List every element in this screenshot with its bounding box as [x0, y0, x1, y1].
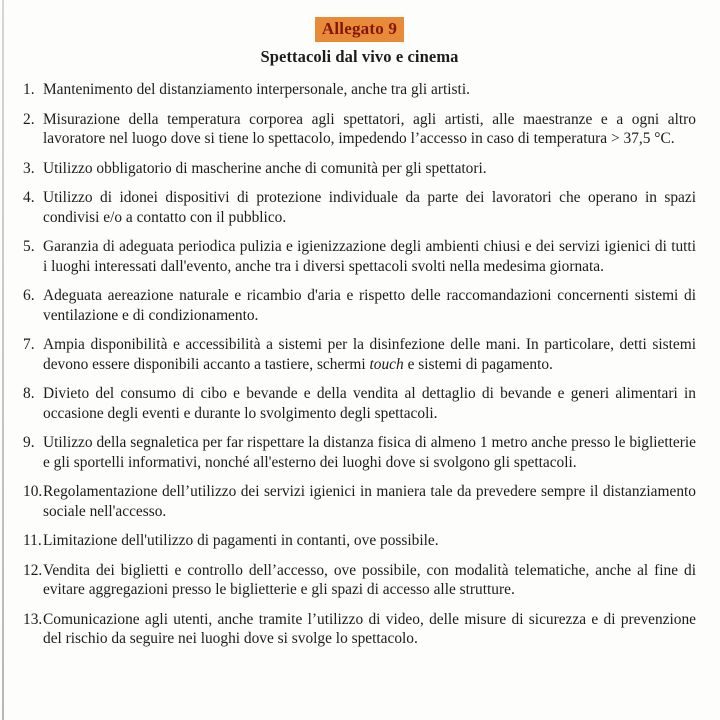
attachment-tag-highlight: Allegato 9 — [315, 17, 404, 42]
list-item-text: Utilizzo obbligatorio di mascherine anche di comunità per gli spettatori. — [43, 159, 487, 177]
list-item-text: Regolamentazione dell’utilizzo dei servizi igienici in maniera tale da prevedere sempre il distanziamento sociale nell'accesso. — [43, 483, 696, 520]
list-item — [23, 188, 696, 227]
list-item-text: Vendita dei biglietti e controllo dell’accesso, ove possibile, con modalità telematiche, anche al fine di evitare aggregazioni presso le biglietterie e gli spazi di accesso alle strutture. — [43, 561, 696, 598]
list-item-text: Ampia disponibilità e accessibilità a sistemi per la disinfezione delle mani. In particolare, detti sistemi devono essere disponibili accanto a tastiere, schermi touch e sistemi di pagamento. — [43, 336, 696, 373]
list-item — [23, 286, 696, 325]
list-item-number: 5. — [23, 238, 35, 255]
list-item-number: 7. — [23, 336, 35, 353]
document-title: Spettacoli dal vivo e cinema — [260, 47, 459, 66]
list-item-text: Utilizzo di idonei dispositivi di protezione individuale da parte dei lavoratori che operano in spazi condivisi e/o a contatto con il pubblico. — [43, 189, 696, 226]
list-item — [23, 110, 696, 149]
list-item-number: 2. — [23, 110, 35, 128]
list-item — [23, 335, 696, 374]
list-item-number: 13. — [23, 610, 43, 628]
list-item — [23, 531, 696, 551]
list-item-number: 8. — [23, 385, 35, 402]
list-item-text: Garanzia di adeguata periodica pulizia e igienizzazione degli ambienti chiusi e dei servizi igienici di tutti i luoghi interessati dall'evento, anche tra i diversi spettacoli svolti nella medesima giornata. — [43, 238, 696, 275]
list-item-number: 12. — [23, 561, 43, 579]
list-item — [23, 237, 696, 276]
list-item — [23, 159, 696, 179]
list-item-text: Limitazione dell'utilizzo di pagamenti in contanti, ove possibile. — [43, 532, 439, 549]
list-item-text: Mantenimento del distanziamento interpersonale, anche tra gli artisti. — [43, 81, 470, 98]
list-item-text: Misurazione della temperatura corporea agli spettatori, agli artisti, alle maestranze e a ogni altro lavoratore nel luogo dove si tiene lo spettacolo, impedendo l’accesso in caso di temperatura > 37,5 °C. — [43, 110, 696, 147]
list-item-number: 6. — [23, 287, 35, 304]
list-item — [23, 561, 696, 600]
list-item-number: 4. — [23, 189, 35, 206]
attachment-tag-row — [23, 17, 696, 42]
list-item — [23, 80, 696, 100]
list-item-text: Adeguata aereazione naturale e ricambio d'aria e rispetto delle raccomandazioni concernenti sistemi di ventilazione e di condizionamento. — [43, 287, 696, 324]
list-item — [23, 384, 696, 423]
list-item-number: 3. — [23, 159, 35, 177]
list-item — [23, 433, 696, 472]
list-item-text: Comunicazione agli utenti, anche tramite l’utilizzo di video, delle misure di sicurezza e di prevenzione del rischio da seguire nei luoghi dove si svolge lo spettacolo. — [43, 610, 696, 647]
list-item-number: 11. — [23, 532, 42, 549]
list-item-number: 1. — [23, 81, 35, 98]
list-item — [23, 482, 696, 521]
measures-list — [23, 80, 696, 649]
list-item-number: 10. — [23, 483, 43, 500]
list-item-number: 9. — [23, 434, 35, 451]
list-item-text: Utilizzo della segnaletica per far rispettare la distanza fisica di almeno 1 metro anche presso le biglietterie e gli sportelli informativi, nonché all'esterno dei luoghi dove si svolgono gli spettacoli. — [43, 434, 696, 471]
list-item-text: Divieto del consumo di cibo e bevande e della vendita al dettaglio di bevande e generi alimentari in occasione degli eventi e durante lo svolgimento degli spettacoli. — [43, 385, 696, 422]
list-item — [23, 610, 696, 649]
